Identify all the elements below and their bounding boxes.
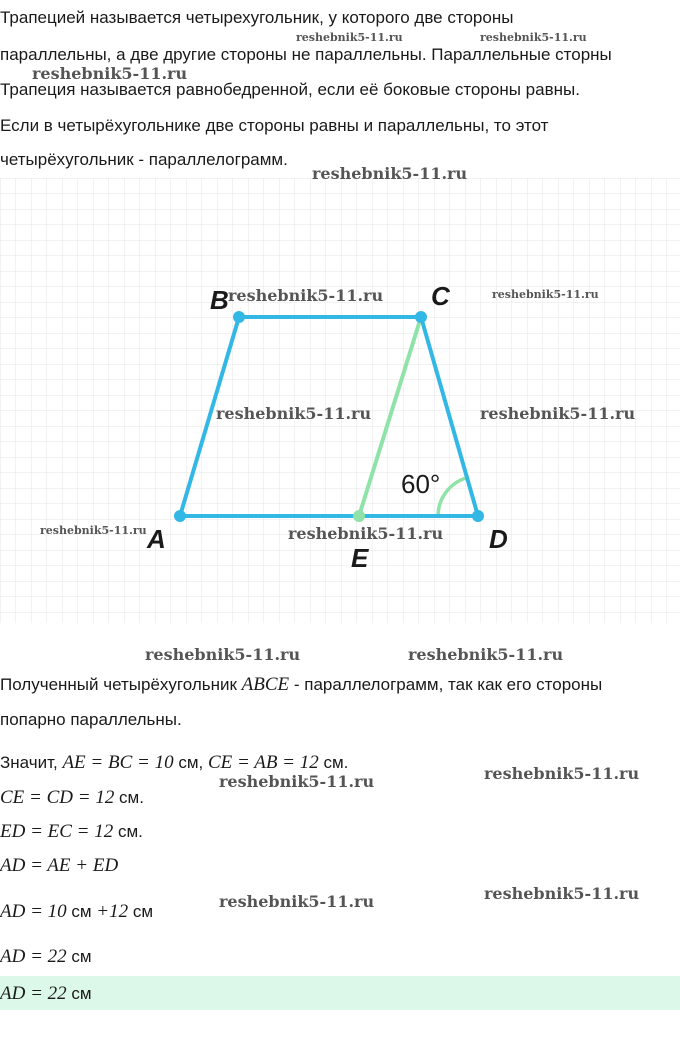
eq1-unit1: см, xyxy=(173,753,208,772)
eq3-unit: см. xyxy=(113,822,143,841)
paragraph-isosceles: Трапеция называется равнобедренной, если её боковые стороны равны. xyxy=(0,80,580,99)
watermark: reshebnik5-11.ru xyxy=(145,645,301,664)
equation-3 xyxy=(0,821,143,843)
paragraph-abce xyxy=(0,674,602,696)
trapezoid-figure xyxy=(0,178,680,623)
label-b: B xyxy=(210,285,229,315)
answer-highlight xyxy=(0,976,680,1010)
watermark: reshebnik5-11.ru xyxy=(40,524,147,537)
watermark: reshebnik5-11.ru xyxy=(484,764,640,783)
vertex-b xyxy=(233,311,245,323)
watermark: reshebnik5-11.ru xyxy=(480,31,587,44)
angle-label: 60° xyxy=(401,469,441,499)
eq6-unit: см xyxy=(66,947,92,966)
eq4-math: AD = AE + ED xyxy=(0,855,119,876)
eq6-math: AD = 22 xyxy=(0,946,67,967)
watermark: reshebnik5-11.ru xyxy=(492,288,599,301)
abce-text-pre: Полученный четырёхугольник xyxy=(0,675,242,694)
abce-math: ABCE xyxy=(241,674,290,695)
watermark: reshebnik5-11.ru xyxy=(312,164,468,183)
vertex-a xyxy=(174,510,186,522)
watermark: reshebnik5-11.ru xyxy=(32,64,188,83)
vertex-e xyxy=(353,510,365,522)
label-c: C xyxy=(431,281,450,311)
paragraph-parallelogram-line2: четырёхугольник - параллелограмм. xyxy=(0,150,288,169)
paragraph-definition-line1: Трапецией называется четырехугольник, у которого две стороны xyxy=(0,8,514,27)
equation-5 xyxy=(0,901,153,923)
vertex-d xyxy=(472,510,484,522)
watermark: reshebnik5-11.ru xyxy=(216,404,372,423)
answer-line xyxy=(0,983,92,1005)
paragraph-definition-line2: параллельны, а две другие стороны не параллельны. Параллельные сторны xyxy=(0,45,612,64)
equation-6 xyxy=(0,946,92,968)
eq5-unit1: см xyxy=(66,902,97,921)
eq1-math1: AE = BC = 10 xyxy=(62,752,174,773)
eq5-unit2: см xyxy=(128,902,154,921)
eq3-math: ED = EC = 12 xyxy=(0,821,114,842)
eq1-pre: Значит, xyxy=(0,753,63,772)
eq5-math2: +12 xyxy=(96,901,129,922)
label-a: A xyxy=(147,524,166,554)
paragraph-pairwise: попарно параллельны. xyxy=(0,710,182,729)
watermark: reshebnik5-11.ru xyxy=(408,645,564,664)
eq1-math2: CE = AB = 12 xyxy=(207,752,319,773)
equation-1 xyxy=(0,752,348,774)
watermark: reshebnik5-11.ru xyxy=(296,31,403,44)
grid-background xyxy=(0,178,680,623)
eq2-unit: см. xyxy=(114,788,144,807)
answer-unit: см xyxy=(66,984,92,1003)
eq5-math1: AD = 10 xyxy=(0,901,67,922)
equation-2 xyxy=(0,787,144,809)
watermark: reshebnik5-11.ru xyxy=(219,892,375,911)
watermark: reshebnik5-11.ru xyxy=(228,286,384,305)
watermark: reshebnik5-11.ru xyxy=(484,884,640,903)
eq2-math: CE = CD = 12 xyxy=(0,787,115,808)
paragraph-parallelogram-line1: Если в четырёхугольнике две стороны равны и параллельны, то этот xyxy=(0,116,549,135)
watermark: reshebnik5-11.ru xyxy=(480,404,636,423)
vertex-c xyxy=(415,311,427,323)
equation-4 xyxy=(0,855,118,877)
watermark: reshebnik5-11.ru xyxy=(219,772,375,791)
watermark: reshebnik5-11.ru xyxy=(288,524,444,543)
eq1-unit2: см. xyxy=(318,753,349,772)
answer-math: AD = 22 xyxy=(0,983,67,1004)
label-d: D xyxy=(489,524,508,554)
label-e: E xyxy=(351,543,369,573)
abce-text-post: - параллелограмм, так как его стороны xyxy=(289,675,603,694)
